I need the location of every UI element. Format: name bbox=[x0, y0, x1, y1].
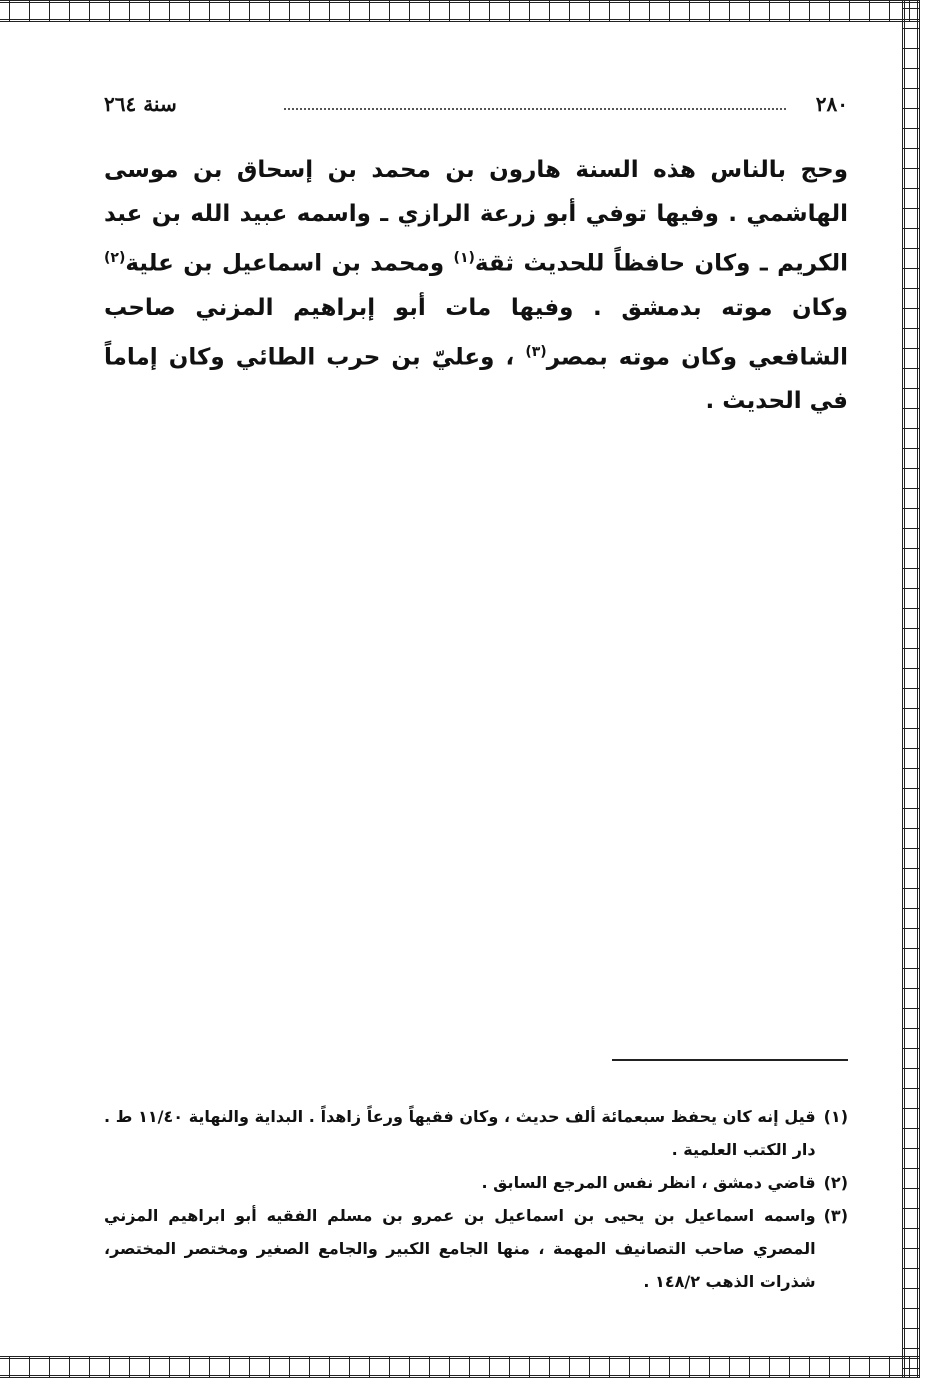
running-title: سنة ٢٦٤ bbox=[104, 92, 177, 116]
footnote-number: (١) bbox=[823, 1107, 848, 1126]
footnote-text: قاضي دمشق ، انظر نفس المرجع السابق . bbox=[481, 1173, 816, 1192]
footnote-item bbox=[104, 1166, 848, 1199]
footnote-item bbox=[104, 1100, 848, 1166]
page-header bbox=[104, 92, 848, 122]
header-dotted-leader bbox=[284, 108, 786, 110]
footnote-ref-1: (١) bbox=[453, 250, 475, 266]
footnote-ref-3: (٣) bbox=[525, 343, 547, 360]
body-paragraph bbox=[104, 148, 848, 423]
decorative-border-right bbox=[902, 0, 920, 1378]
footnote-text: واسمه اسماعيل بن يحيى بن اسماعيل بن عمرو بن مسلم الفقيه أبو ابراهيم المزني المصري صاحب التصانيف المهمة ، منها الجامع الكبير والجامع الصغير ومختصر المختصر، شذرات الذهب ١٤٨/٢ . bbox=[104, 1206, 816, 1291]
decorative-border-bottom bbox=[0, 1356, 920, 1378]
footnote-text: قيل إنه كان يحفظ سبعمائة ألف حديث ، وكان فقيهاً ورعاً زاهداً . البداية والنهاية ١١/٤٠ ط . دار الكتب العلمية . bbox=[104, 1107, 816, 1159]
footnote-number: (٣) bbox=[823, 1206, 848, 1225]
page-number: ٢٨٠ bbox=[815, 92, 848, 116]
body-text-4: ، وعليّ بن حرب الطائي وكان إماماً في الحديث . bbox=[104, 344, 848, 415]
footnote-separator bbox=[612, 1059, 848, 1061]
main-text bbox=[104, 148, 848, 423]
footnotes bbox=[104, 1100, 848, 1298]
decorative-border-top bbox=[0, 0, 920, 22]
body-text-3: وكان موته بدمشق . وفيها مات أبو إبراهيم المزني صاحب الشافعي وكان موته بمصر bbox=[104, 294, 849, 371]
footnote-item bbox=[104, 1199, 848, 1298]
body-text-2: ومحمد بن اسماعيل بن علية bbox=[125, 250, 454, 277]
body-text-1: وحج بالناس هذه السنة هارون بن محمد بن إسحاق بن موسى الهاشمي . وفيها توفي أبو زرعة الرازي ـ واسمه عبيد الله بن عبد الكريم ـ وكان حافظاً للحديث ثقة bbox=[104, 157, 848, 277]
footnote-ref-2: (٢) bbox=[104, 250, 126, 266]
footnote-number: (٢) bbox=[823, 1173, 848, 1192]
